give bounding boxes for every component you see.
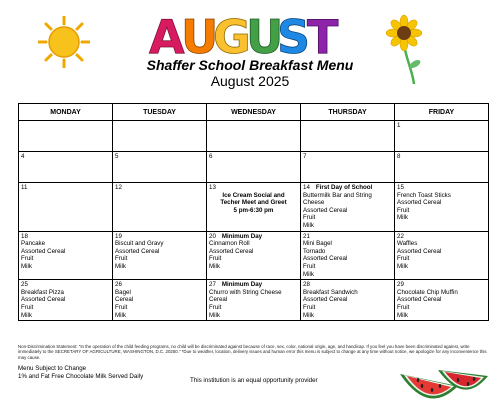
menu-item: Breakfast Pizza	[21, 288, 64, 296]
date-number: 5	[115, 153, 119, 160]
day-cell	[113, 152, 207, 183]
day-cell	[19, 280, 113, 321]
menu-item: Waffles	[397, 240, 418, 248]
menu-item: Assorted Cereal	[303, 296, 348, 304]
day-cell	[207, 183, 301, 232]
menu-item: Biscuit and Gravy	[115, 240, 164, 248]
menu-item: Assorted Cereal	[209, 247, 254, 255]
menu-calendar	[18, 103, 489, 321]
menu-item: Milk	[397, 311, 408, 319]
weekday-header-row	[19, 104, 489, 121]
svg-text:U: U	[246, 10, 284, 59]
menu-item: Assorted Cereal	[303, 206, 348, 214]
equal-opportunity-note: This institution is an equal opportunity provider	[190, 377, 318, 384]
svg-text:T: T	[307, 10, 339, 59]
day-cell	[301, 152, 395, 183]
svg-text:U: U	[181, 10, 219, 59]
day-heading	[209, 281, 298, 289]
menu-item: Assorted Cereal	[397, 199, 442, 207]
date-number: 4	[21, 153, 25, 160]
menu-item: Chocolate Chip Muffin	[397, 288, 458, 296]
date-number: 1	[397, 122, 401, 129]
menu-item: Fruit	[303, 214, 316, 222]
day-cell	[301, 231, 395, 280]
date-number: 12	[115, 184, 122, 191]
date-number: 19	[115, 232, 122, 240]
day-heading	[397, 184, 486, 192]
week-row	[19, 121, 489, 152]
day-heading	[21, 153, 110, 161]
nondiscrimination-statement: Non-Discrimination Statement: "In the operation of the child feeding programs, no child will be discriminated against because of race, sex, color, national origin, age, and handicap. If you feel you have been discriminated against, write immediately to the SECRETARY OF AGRICULTURE, WASHINGTON, D.C. 20250." *Due to weather, location, delivery issues and human error this menu is subject to change at any time without notice, we apologize for any inconvenience this may cause.	[18, 344, 487, 360]
menu-item: Assorted Cereal	[303, 255, 348, 263]
watermelon-icon	[398, 356, 490, 408]
day-heading	[115, 281, 204, 289]
day-heading	[303, 233, 392, 241]
menu-item: Milk	[303, 221, 314, 229]
day-note: Minimum Day	[221, 232, 263, 240]
day-cell	[301, 121, 395, 152]
day-header: THURSDAY	[301, 104, 395, 121]
day-heading	[397, 153, 486, 161]
date-number: 21	[303, 232, 310, 240]
day-heading	[303, 281, 392, 289]
menu-item: Milk	[303, 270, 314, 278]
date-number: 11	[21, 184, 28, 191]
menu-item: Assorted Cereal	[115, 247, 160, 255]
day-heading	[21, 184, 110, 192]
menu-item: Milk	[115, 262, 126, 270]
menu-item: Milk	[115, 311, 126, 319]
day-cell	[19, 121, 113, 152]
day-cell	[395, 280, 489, 321]
menu-item: Fruit	[209, 303, 222, 311]
menu-item: Milk	[303, 311, 314, 319]
menu-item: Fruit	[21, 255, 34, 263]
menu-item: Milk	[397, 214, 408, 222]
menu-item: Assorted Cereal	[397, 247, 442, 255]
day-heading	[303, 153, 392, 161]
day-header: FRIDAY	[395, 104, 489, 121]
event-line: Techer Meet and Greet	[220, 199, 287, 207]
menu-item: French Toast Sticks	[397, 191, 451, 199]
menu-item: Fruit	[397, 255, 410, 263]
date-number: 27	[209, 281, 216, 289]
day-heading	[209, 184, 298, 192]
day-heading	[397, 122, 486, 130]
day-cell	[395, 183, 489, 232]
date-number: 25	[21, 281, 28, 289]
menu-item: Pancake	[21, 240, 46, 248]
day-cell	[395, 152, 489, 183]
menu-item: Cereal	[209, 296, 228, 304]
date-number: 18	[21, 232, 28, 240]
menu-item: Assorted Cereal	[397, 296, 442, 304]
menu-item: Fruit	[21, 303, 34, 311]
menu-item: Cereal	[115, 296, 134, 304]
day-cell	[113, 121, 207, 152]
menu-item: Fruit	[303, 262, 316, 270]
milk-note: 1% and Fat Free Chocolate Milk Served Daily	[18, 373, 144, 380]
menu-item: Fruit	[115, 303, 128, 311]
day-heading	[21, 233, 110, 241]
menu-item: Milk	[209, 262, 220, 270]
august-title-art	[145, 3, 345, 59]
menu-item: Milk	[21, 262, 32, 270]
menu-item: Milk	[21, 311, 32, 319]
menu-item: Cinnamon Roll	[209, 240, 250, 248]
day-cell	[113, 280, 207, 321]
day-note: First Day of School	[315, 184, 373, 191]
day-heading	[209, 153, 298, 161]
menu-item: Churro with String Cheese	[209, 288, 282, 296]
week-row	[19, 152, 489, 183]
date-number: 28	[303, 281, 310, 289]
day-note: Minimum Day	[221, 281, 263, 289]
date-number: 29	[397, 281, 404, 289]
day-heading	[397, 281, 486, 289]
menu-item: Fruit	[397, 303, 410, 311]
menu-item: Cheese	[303, 199, 325, 207]
day-heading	[209, 233, 298, 241]
day-heading	[21, 281, 110, 289]
date-number: 14	[303, 184, 310, 191]
day-cell	[19, 231, 113, 280]
day-cell	[113, 183, 207, 232]
day-cell	[19, 183, 113, 232]
menu-title: Shaffer School Breakfast Menu	[146, 57, 354, 73]
day-cell	[207, 231, 301, 280]
day-heading	[303, 184, 392, 192]
week-row	[19, 280, 489, 321]
date-number: 22	[397, 232, 404, 240]
date-number: 8	[397, 153, 401, 160]
day-heading	[115, 184, 204, 192]
date-number: 13	[209, 184, 216, 191]
menu-item: Fruit	[209, 255, 222, 263]
day-cell	[19, 152, 113, 183]
event-line: 5 pm-6:30 pm	[233, 206, 274, 214]
day-header: TUESDAY	[113, 104, 207, 121]
day-heading	[397, 233, 486, 241]
menu-item: Fruit	[397, 206, 410, 214]
menu-item: Assorted Cereal	[21, 247, 66, 255]
menu-item: Mini Bagel	[303, 240, 332, 248]
date-number: 20	[209, 232, 216, 240]
menu-item: Buttermilk Bar and String	[303, 191, 372, 199]
menu-item: Assorted Cereal	[21, 296, 66, 304]
day-heading	[115, 233, 204, 241]
day-cell	[395, 231, 489, 280]
menu-notice	[18, 365, 143, 381]
date-number: 7	[303, 153, 307, 160]
day-cell	[301, 280, 395, 321]
day-cell	[207, 280, 301, 321]
date-number: 15	[397, 184, 404, 191]
menu-item: Bagel	[115, 288, 131, 296]
day-cell	[113, 231, 207, 280]
day-header: WEDNESDAY	[207, 104, 301, 121]
day-cell	[207, 152, 301, 183]
menu-item: Tornado	[303, 247, 326, 255]
menu-item: Milk	[397, 262, 408, 270]
day-heading	[115, 153, 204, 161]
day-cell	[207, 121, 301, 152]
day-cell	[395, 121, 489, 152]
menu-item: Milk	[209, 311, 220, 319]
date-number: 26	[115, 281, 122, 289]
day-cell	[301, 183, 395, 232]
svg-text:S: S	[277, 10, 311, 59]
menu-item: Fruit	[303, 303, 316, 311]
menu-item: Fruit	[115, 255, 128, 263]
date-number: 6	[209, 153, 213, 160]
event-line: Ice Cream Social and	[222, 191, 285, 199]
week-row	[19, 183, 489, 232]
menu-item: Breakfast Sandwich	[303, 288, 358, 296]
day-header: MONDAY	[19, 104, 113, 121]
week-row	[19, 231, 489, 280]
svg-text:A: A	[149, 10, 185, 59]
svg-text:G: G	[213, 10, 251, 59]
month-year: August 2025	[210, 73, 290, 89]
menu-subject-note: Menu Subject to Change	[18, 365, 87, 372]
